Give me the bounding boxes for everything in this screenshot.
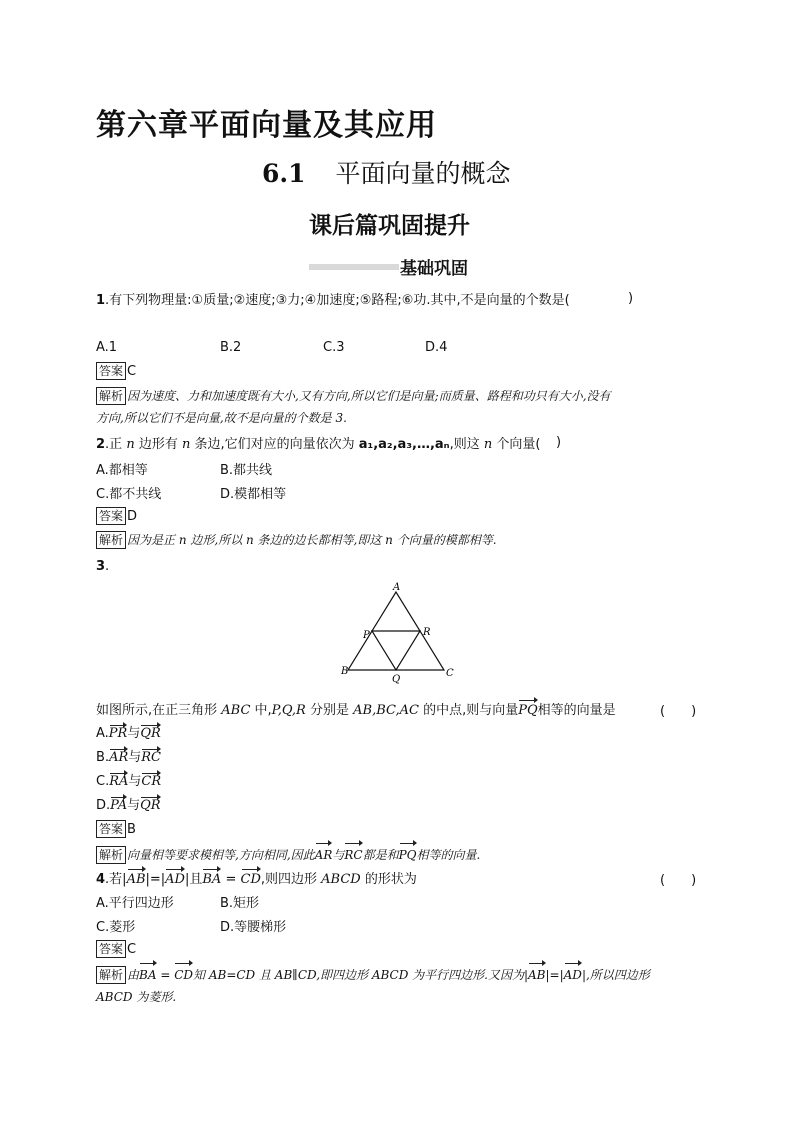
q3-answer: 答案 B bbox=[96, 820, 136, 839]
q1-number: 1 bbox=[96, 293, 106, 308]
q4-option-b: B.矩形 bbox=[220, 896, 260, 911]
q4-option-c: C.菱形 bbox=[96, 920, 136, 935]
q3-paren: ( ) bbox=[660, 704, 697, 719]
triangle-figure bbox=[330, 578, 460, 688]
q4-option-a: A.平行四边形 bbox=[96, 896, 174, 911]
q1-option-d: D.4 bbox=[425, 340, 448, 355]
q2-analysis: 解析 因为是正 n 边形,所以 n 条边的边长都相等,即这 n 个向量的模都相等. bbox=[96, 529, 497, 551]
q3-analysis: 解析 向量相等要求模相等,方向相同,因此AR与RC都是和PQ相等的向量. bbox=[96, 841, 480, 866]
chapter-title: 第六章平面向量及其应用 bbox=[96, 108, 437, 143]
label-p: P bbox=[363, 630, 370, 641]
q1-option-a: A.1 bbox=[96, 340, 118, 355]
q2-option-b: B.都共线 bbox=[220, 463, 273, 478]
answer-tag: 答案 bbox=[96, 362, 126, 380]
q1-stem: 1.有下列物理量:①质量;②速度;③力;④加速度;⑤路程;⑥功.其中,不是向量的个数是( bbox=[96, 293, 570, 308]
q3-option-d: D.PA与QR bbox=[96, 794, 161, 813]
subtitle: 课后篇巩固提升 bbox=[309, 213, 470, 239]
q4-paren: ( ) bbox=[660, 873, 697, 888]
q2-answer: 答案 D bbox=[96, 507, 137, 526]
label-q: Q bbox=[392, 674, 401, 685]
q1-analysis: 解析 因为速度、力和加速度既有大小,又有方向,所以它们是向量;而质量、路程和功只有大小,没有 方向,所以它们不是向量,故不是向量的个数是 3. bbox=[96, 389, 611, 425]
analysis-tag: 解析 bbox=[96, 387, 126, 405]
q3-option-a: A.PR与QR bbox=[96, 722, 161, 741]
q2-option-a: A.都相等 bbox=[96, 463, 148, 478]
label-c: C bbox=[446, 668, 454, 679]
q1-option-c: C.3 bbox=[323, 340, 345, 355]
q4-analysis: 解析 由BA = CD知 AB=CD 且 AB∥CD,即四边形 ABCD 为平行四边形.又因为|AB|=|AD|,所以四边形 ABCD 为菱形. bbox=[96, 961, 650, 1008]
q4-stem: 4.若|AB|=|AD|且BA = CD,则四边形 ABCD 的形状为 bbox=[96, 867, 417, 890]
label-r: R bbox=[423, 627, 431, 638]
section-band-bar bbox=[309, 264, 399, 270]
label-a: A bbox=[393, 582, 401, 593]
q1-answer: 答案 C bbox=[96, 362, 136, 381]
triangle-pqr bbox=[372, 631, 420, 670]
q3-option-b: B.AR与RC bbox=[96, 746, 161, 765]
label-b: B bbox=[341, 666, 349, 677]
q2-option-c: C.都不共线 bbox=[96, 487, 162, 502]
q3-option-c: C.RA与CR bbox=[96, 770, 161, 789]
q2-paren-close: ) bbox=[556, 435, 562, 450]
q4-answer: 答案 C bbox=[96, 940, 136, 959]
q2-option-d: D.模都相等 bbox=[220, 487, 287, 502]
q2-stem: 2.正 n 边形有 n 条边,它们对应的向量依次为 a₁,a₂,a₃,…,aₙ,则这 n 个向量( bbox=[96, 437, 541, 452]
q1-paren-close: ) bbox=[628, 291, 634, 306]
q4-option-d: D.等腰梯形 bbox=[220, 920, 287, 935]
q1-option-b: B.2 bbox=[220, 340, 242, 355]
q3-stem: 如图所示,在正三角形 ABC 中,P,Q,R 分别是 AB,BC,AC 的中点,则与向量PQ相等的向量是 bbox=[96, 698, 616, 721]
section-heading bbox=[262, 154, 511, 190]
q3-number: 3. bbox=[96, 559, 110, 574]
section-title: 平面向量的概念 bbox=[335, 159, 511, 188]
section-number: 6.1 bbox=[262, 159, 306, 188]
section-band-label: 基础巩固 bbox=[400, 259, 468, 279]
